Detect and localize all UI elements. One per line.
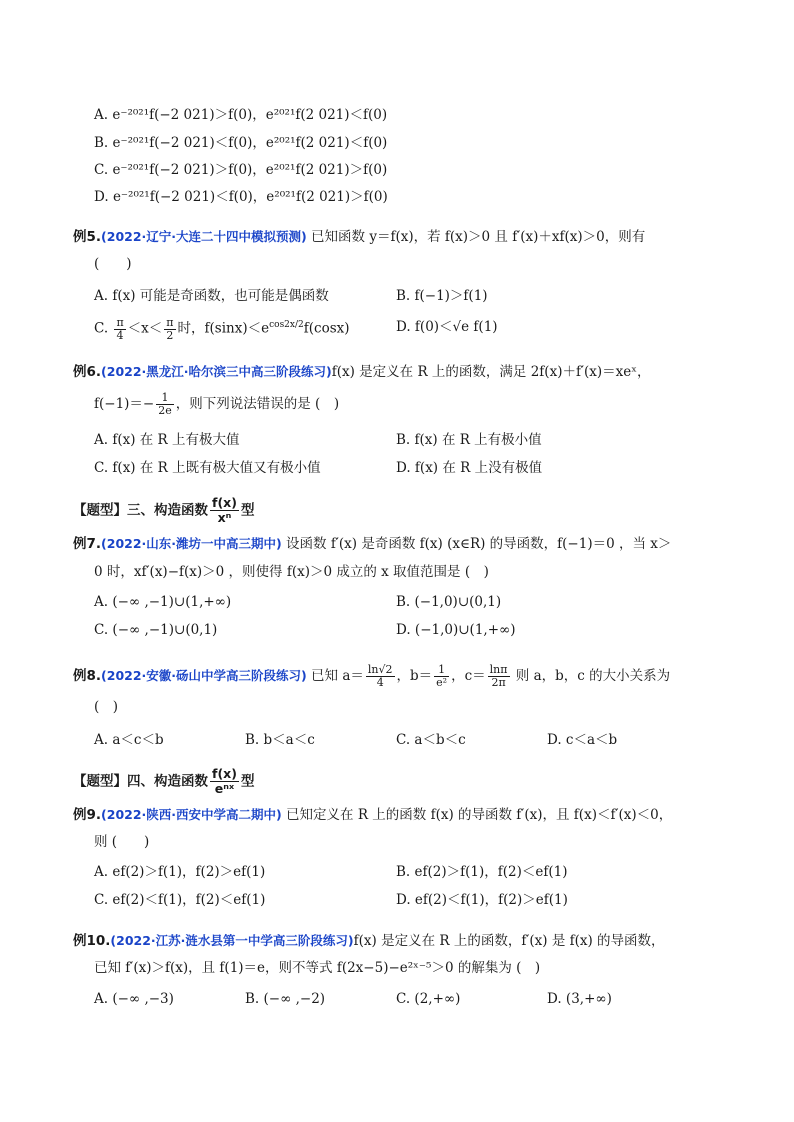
q9-option-b: B. ef(2)＞f(1)，f(2)＜ef(1): [396, 864, 568, 880]
q6-option-c: C. f(x) 在 R 上既有极大值又有极小值: [94, 460, 321, 476]
fraction-denominator: 4: [376, 676, 384, 689]
q4-option-b: [94, 133, 387, 153]
q9-stem-cont: 则 ( ): [94, 834, 150, 850]
fraction-numerator: f(x): [212, 766, 237, 781]
q6-stem: [73, 362, 651, 382]
fraction-numerator: 1: [156, 392, 174, 405]
q5-option-c-fraction-2: [164, 317, 175, 342]
q6-stem-post: ，则下列说法错误的是 ( ): [175, 396, 340, 412]
fraction-numerator: π: [116, 315, 124, 329]
q5-stem-cont: ( ): [94, 256, 132, 272]
q4-option-c-letter: C.: [94, 162, 109, 178]
q8-stem-cont: ( ): [94, 699, 119, 715]
q6-fraction: [156, 392, 174, 417]
q6-option-b: B. f(x) 在 R 上有极小值: [396, 432, 542, 448]
q4-option-a: [94, 105, 387, 125]
q9-option-d: D. ef(2)＜f(1)，f(2)＞ef(1): [396, 892, 568, 908]
q10-source: (2022·江苏·涟水县第一中学高三阶段练习): [110, 933, 354, 948]
section-heading-type4: [73, 767, 254, 796]
q10-option-a: A. (−∞ ,−3): [94, 991, 174, 1007]
q6-source: (2022·黑龙江·哈尔滨三中高三阶段练习): [101, 364, 332, 379]
q8-option-c: C. a＜b＜c: [396, 732, 466, 748]
q8-stem-mid2: ，c＝: [451, 668, 486, 684]
q7-source: (2022·山东·潍坊一中高三期中): [101, 536, 282, 551]
q9-stem: [73, 805, 672, 825]
q7-option-d: D. (−1,0)∪(1,+∞): [396, 622, 516, 638]
q5-stem: [73, 227, 645, 247]
q10-option-d: D. (3,+∞): [547, 991, 612, 1007]
q4-option-c-text: e⁻²⁰²¹f(−2 021)＞f(0)，e²⁰²¹f(2 021)＞f(0): [112, 162, 388, 178]
q7-option-c: C. (−∞ ,−1)∪(0,1): [94, 622, 218, 638]
q5-option-c-fraction-1: [114, 317, 125, 342]
q7-label: 例7.: [73, 536, 102, 552]
q8-stem-pre: 已知 a＝: [311, 668, 364, 684]
q6-option-a: A. f(x) 在 R 上有极大值: [94, 432, 240, 448]
q5-option-d: D. f(0)＜√e f(1): [396, 319, 498, 335]
q6-stem-text: f(x) 是定义在 R 上的函数，满足 2f(x)＋f′(x)＝xeˣ，: [331, 364, 651, 380]
q7-stem: [73, 534, 671, 554]
q4-option-a-text: e⁻²⁰²¹f(−2 021)＞f(0)，e²⁰²¹f(2 021)＜f(0): [112, 107, 388, 123]
q8-stem-mid1: ，b＝: [396, 668, 433, 684]
q10-stem-cont: 已知 f′(x)＞f(x)，且 f(1)＝e，则不等式 f(2x−5)−e²ˣ⁻⁵＞0 的解集为 ( ): [94, 960, 541, 976]
q5-option-c-letter: C.: [94, 320, 109, 337]
q7-stem-cont: 0 时，xf′(x)−f(x)＞0 ，则使得 f(x)＞0 成立的 x 取值范围是 ( ): [94, 564, 489, 580]
fraction-denominator: 4: [116, 328, 124, 342]
fraction-denominator: eⁿˣ: [214, 781, 235, 796]
q5-option-c-mid: ＜x＜: [127, 320, 163, 337]
q5-option-c-post: 时，f(sinx)＜e: [177, 320, 270, 337]
fraction-denominator: 2e: [158, 404, 172, 417]
q9-stem-text: 已知定义在 R 上的函数 f(x) 的导函数 f′(x)，且 f(x)＜f′(x)＜0，: [286, 807, 673, 823]
q5-option-a: A. f(x) 可能是奇函数，也可能是偶函数: [94, 288, 329, 304]
fraction-denominator: e²: [436, 676, 448, 689]
q6-stem-cont: [94, 392, 339, 417]
q8-option-b: B. b＜a＜c: [245, 732, 315, 748]
q9-label: 例9.: [73, 807, 102, 823]
q5-label: 例5.: [73, 229, 102, 245]
fraction-denominator: xⁿ: [217, 510, 232, 525]
q10-stem: [73, 931, 665, 951]
q7-stem-text: 设函数 f′(x) 是奇函数 f(x) (x∈R) 的导函数，f(−1)＝0 ，当 x＞: [286, 536, 672, 552]
q9-option-c: C. ef(2)＜f(1)，f(2)＜ef(1): [94, 892, 266, 908]
q10-label: 例10.: [73, 933, 111, 949]
q5-stem-text: 已知函数 y＝f(x)，若 f(x)＞0 且 f′(x)＋xf(x)＞0，则有: [311, 229, 646, 245]
q9-option-a: A. ef(2)＞f(1)，f(2)＞ef(1): [94, 864, 266, 880]
q4-option-b-letter: B.: [94, 135, 109, 151]
fraction-numerator: ln√2: [367, 663, 393, 676]
q9-source: (2022·陕西·西安中学高二期中): [101, 807, 282, 822]
section-heading-type3: [73, 496, 254, 525]
type4-fraction: [210, 767, 239, 796]
q4-option-d-text: e⁻²⁰²¹f(−2 021)＜f(0)，e²⁰²¹f(2 021)＞f(0): [112, 189, 388, 205]
q6-option-d: D. f(x) 在 R 上没有极值: [396, 460, 543, 476]
q10-option-c: C. (2,+∞): [396, 991, 461, 1007]
type3-prefix: 【题型】三、构造函数: [73, 502, 208, 519]
q5-option-b: B. f(−1)＞f(1): [396, 288, 488, 304]
q4-option-b-text: e⁻²⁰²¹f(−2 021)＜f(0)，e²⁰²¹f(2 021)＜f(0): [112, 135, 388, 151]
q8-option-d: D. c＜a＜b: [547, 732, 618, 748]
q7-option-a: A. (−∞ ,−1)∪(1,+∞): [94, 594, 232, 610]
q8-stem-post: 则 a，b，c 的大小关系为: [515, 668, 671, 684]
q4-option-c: [94, 160, 387, 180]
fraction-denominator: 2π: [491, 676, 506, 689]
q10-option-b: B. (−∞ ,−2): [245, 991, 326, 1007]
q5-option-c-exponent: cos2x/2: [269, 320, 304, 330]
q5-option-c-end: f(cosx): [303, 320, 350, 337]
fraction-numerator: f(x): [212, 495, 237, 510]
q8-stem: [73, 664, 670, 689]
q8-label: 例8.: [73, 668, 102, 684]
q5-source: (2022·辽宁·大连二十四中模拟预测): [101, 229, 307, 244]
fraction-denominator: 2: [166, 328, 174, 342]
type3-suffix: 型: [240, 502, 255, 519]
q5-option-c: [94, 315, 350, 342]
q6-label: 例6.: [73, 364, 102, 380]
q8-option-a: A. a＜c＜b: [94, 732, 164, 748]
q8-source: (2022·安徽·砀山中学高三阶段练习): [101, 668, 307, 683]
q6-stem-pre: f(−1)＝−: [94, 396, 155, 412]
q4-option-d-letter: D.: [94, 189, 109, 205]
fraction-numerator: 1: [434, 664, 449, 677]
q10-stem-text: f(x) 是定义在 R 上的函数，f′(x) 是 f(x) 的导函数，: [353, 933, 665, 949]
q8-fraction-a: [366, 664, 395, 689]
q8-fraction-b: [434, 664, 449, 689]
type4-suffix: 型: [240, 773, 255, 790]
q4-option-d: [94, 187, 388, 207]
q7-option-b: B. (−1,0)∪(0,1): [396, 594, 502, 610]
q8-fraction-c: [488, 664, 510, 689]
q4-option-a-letter: A.: [94, 107, 109, 123]
type4-prefix: 【题型】四、构造函数: [73, 773, 208, 790]
type3-fraction: [210, 496, 239, 525]
fraction-numerator: lnπ: [489, 663, 508, 676]
fraction-numerator: π: [166, 315, 174, 329]
